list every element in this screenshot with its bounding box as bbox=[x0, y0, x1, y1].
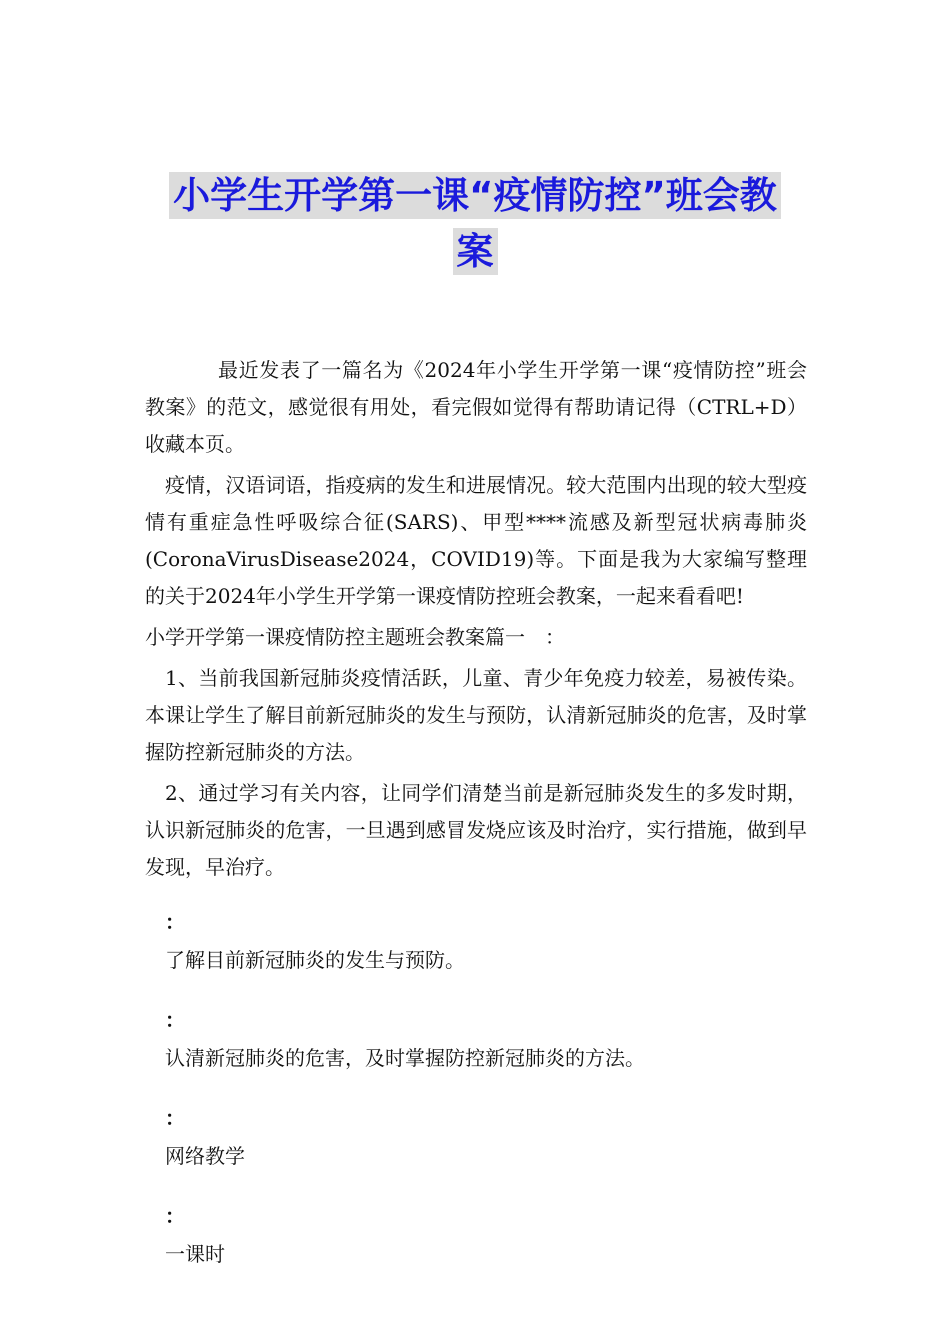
definition-paragraph: 疫情，汉语词语，指疫病的发生和进展情况。较大范围内出现的较大型疫情有重症急性呼吸综合征(SARS)、甲型****流感及新型冠状病毒肺炎(CoronaVirusDisease2024，COVID19)等。下面是我为大家编写整理的关于2024年小学生开学第一课疫情防控班会教案，一起来看看吧! bbox=[145, 473, 807, 608]
objective-paragraph-2: 2、通过学习有关内容，让同学们清楚当前是新冠肺炎发生的多发时期，认识新冠肺炎的危害，一旦遇到感冒发烧应该及时治疗，实行措施，做到早发现，早治疗。 bbox=[145, 781, 807, 879]
section-item: 一课时 bbox=[165, 1242, 225, 1266]
section-colon: ： bbox=[165, 1106, 185, 1130]
section-heading: 小学开学第一课疫情防控主题班会教案篇一 ： bbox=[145, 625, 565, 649]
section-colon: ： bbox=[165, 1204, 185, 1228]
title-line-2: 案 bbox=[453, 228, 498, 275]
section-item: 网络教学 bbox=[165, 1144, 245, 1168]
section-colon: ： bbox=[165, 910, 185, 934]
document-body bbox=[145, 352, 807, 1278]
objective-paragraph-1: 1、当前我国新冠肺炎疫情活跃，儿童、青少年免疫力较差，易被传染。本课让学生了解目前新冠肺炎的发生与预防，认清新冠肺炎的危害，及时掌握防控新冠肺炎的方法。 bbox=[145, 666, 807, 764]
section-item: 了解目前新冠肺炎的发生与预防。 bbox=[165, 948, 465, 972]
title-line-1: 小学生开学第一课“疫情防控”班会教 bbox=[169, 172, 781, 219]
section-item: 认清新冠肺炎的危害，及时掌握防控新冠肺炎的方法。 bbox=[165, 1046, 645, 1070]
document-title bbox=[140, 168, 810, 280]
section-colon: ： bbox=[165, 1008, 185, 1032]
intro-paragraph: 最近发表了一篇名为《2024年小学生开学第一课“疫情防控”班会教案》的范文，感觉很有用处，看完假如觉得有帮助请记得（CTRL+D）收藏本页。 bbox=[145, 358, 807, 456]
